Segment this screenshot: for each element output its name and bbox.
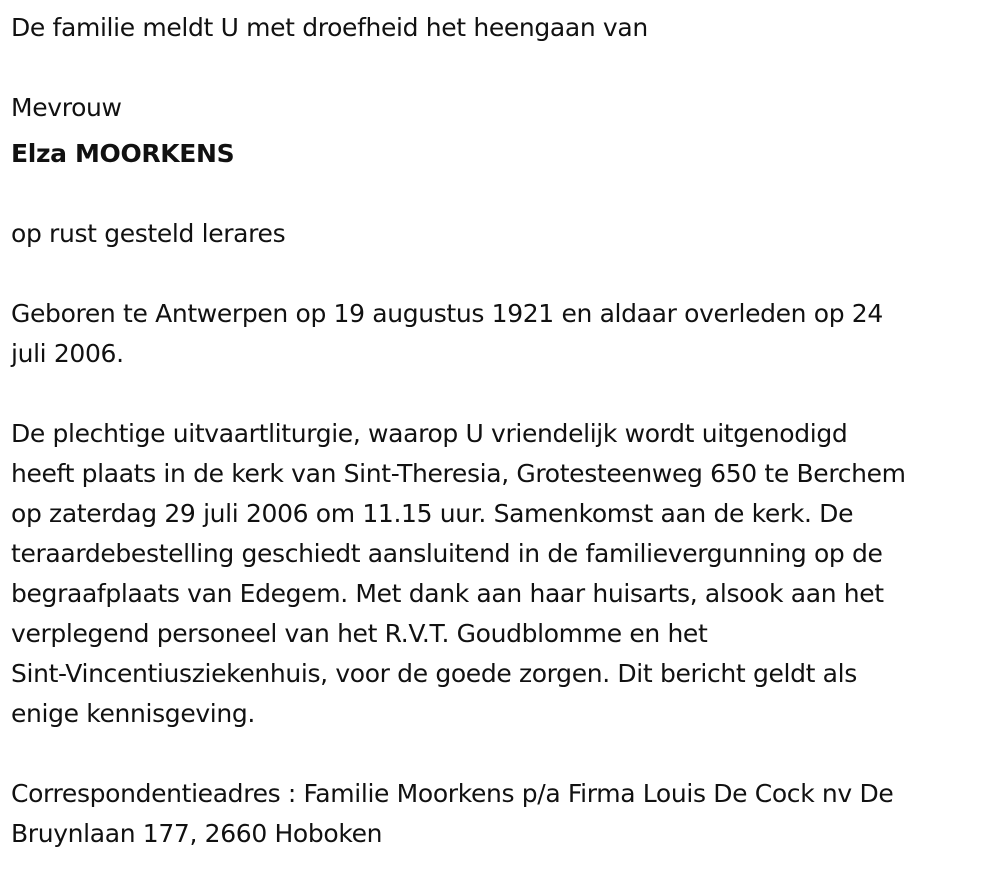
deceased-name: Elza MOORKENS	[11, 139, 235, 168]
birth-death-line-1: Geboren te Antwerpen op 19 augustus 1921 en aldaar overleden op 24	[11, 299, 883, 328]
funeral-line: De plechtige uitvaartliturgie, waarop U vriendelijk wordt uitgenodigd	[11, 419, 848, 448]
funeral-line: Sint-Vincentiusziekenhuis, voor de goede zorgen. Dit bericht geldt als	[11, 659, 857, 688]
funeral-line: op zaterdag 29 juli 2006 om 11.15 uur. Samenkomst aan de kerk. De	[11, 499, 854, 528]
correspondence-address-line-1: Correspondentieadres : Familie Moorkens p/a Firma Louis De Cock nv De	[11, 779, 894, 808]
honorific: Mevrouw	[11, 93, 122, 122]
funeral-line: teraardebestelling geschiedt aansluitend in de familievergunning op de	[11, 539, 883, 568]
profession: op rust gesteld lerares	[11, 219, 286, 248]
birth-death-line-2: juli 2006.	[11, 339, 124, 368]
correspondence-address-line-2: Bruynlaan 177, 2660 Hoboken	[11, 819, 383, 848]
funeral-paragraph	[11, 414, 906, 734]
funeral-line: enige kennisgeving.	[11, 699, 255, 728]
funeral-line: begraafplaats van Edegem. Met dank aan haar huisarts, alsook aan het	[11, 579, 884, 608]
funeral-line: verplegend personeel van het R.V.T. Goudblomme en het	[11, 619, 708, 648]
intro-text: De familie meldt U met droefheid het heengaan van	[11, 13, 648, 42]
funeral-line: heeft plaats in de kerk van Sint-Theresia, Grotesteenweg 650 te Berchem	[11, 459, 906, 488]
